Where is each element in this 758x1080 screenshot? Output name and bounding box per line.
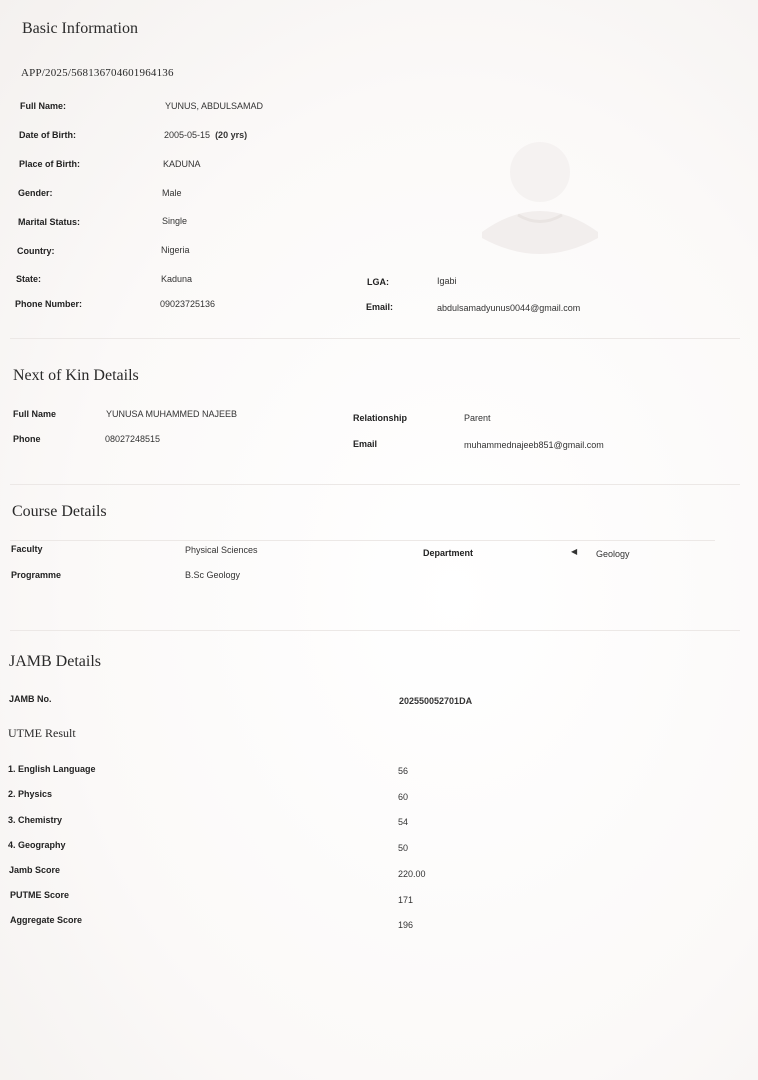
kin-relationship-value: Parent <box>464 413 491 423</box>
subject-physics-label: 2. Physics <box>8 789 53 799</box>
aggregate-score-label: Aggregate Score <box>10 915 83 925</box>
programme-label: Programme <box>11 570 62 580</box>
jamb-score-value: 220.00 <box>398 869 426 879</box>
kin-phone-label: Phone <box>13 434 41 444</box>
marital-status-value: Single <box>162 216 188 226</box>
full-name-label: Full Name: <box>20 101 67 111</box>
state-label: State: <box>16 274 42 284</box>
gender-value: Male <box>162 188 182 198</box>
putme-score-value: 171 <box>398 895 414 905</box>
jamb-score-label: Jamb Score <box>9 865 61 875</box>
subject-english-score: 56 <box>398 766 409 776</box>
subject-chemistry-label: 3. Chemistry <box>8 815 63 825</box>
kin-relationship-label: Relationship <box>353 413 408 423</box>
faculty-value: Physical Sciences <box>185 545 258 555</box>
utme-result-heading: UTME Result <box>8 726 76 740</box>
phone-number-value: 09023725136 <box>160 299 216 309</box>
kin-full-name-label: Full Name <box>13 409 57 419</box>
course-details-heading: Course Details <box>12 503 107 520</box>
country-label: Country: <box>17 246 55 256</box>
dob-date: 2005-05-15 <box>164 130 211 140</box>
basic-info-heading: Basic Information <box>22 20 138 37</box>
phone-number-label: Phone Number: <box>15 299 83 309</box>
table-rule <box>10 540 715 541</box>
section-divider <box>10 484 740 485</box>
kin-phone-value: 08027248515 <box>105 434 161 444</box>
lga-label: LGA: <box>367 277 389 287</box>
dob-age: (20 yrs) <box>215 130 248 140</box>
subject-physics-score: 60 <box>398 792 409 802</box>
dob-label: Date of Birth: <box>19 130 76 140</box>
lga-value: Igabi <box>437 276 457 286</box>
subject-english-label: 1. English Language <box>8 764 96 774</box>
department-value: Geology <box>596 549 630 559</box>
faculty-label: Faculty <box>11 544 43 554</box>
bullet-icon: ◀ <box>571 547 578 556</box>
department-label: Department <box>423 548 474 558</box>
gender-label: Gender: <box>18 188 53 198</box>
jamb-no-value: 202550052701DA <box>399 696 473 706</box>
jamb-no-label: JAMB No. <box>9 694 52 704</box>
aggregate-score-value: 196 <box>398 920 414 930</box>
full-name-value: YUNUS, ABDULSAMAD <box>165 101 264 111</box>
section-divider <box>10 338 740 339</box>
marital-status-label: Marital Status: <box>18 217 81 227</box>
section-divider <box>10 630 740 631</box>
subject-geography-score: 50 <box>398 843 409 853</box>
programme-value: B.Sc Geology <box>185 570 241 580</box>
kin-full-name-value: YUNUSA MUHAMMED NAJEEB <box>106 409 238 419</box>
kin-email-label: Email <box>353 439 378 449</box>
subject-geography-label: 4. Geography <box>8 840 66 850</box>
email-label: Email: <box>366 302 394 312</box>
subject-chemistry-score: 54 <box>398 817 409 827</box>
kin-email-value: muhammednajeeb851@gmail.com <box>464 440 604 450</box>
jamb-details-heading: JAMB Details <box>9 653 101 670</box>
avatar-placeholder-icon <box>478 120 602 268</box>
next-of-kin-heading: Next of Kin Details <box>13 367 139 384</box>
dob-value <box>164 130 247 140</box>
application-number: APP/2025/568136704601964136 <box>21 67 174 79</box>
email-value: abdulsamadyunus0044@gmail.com <box>437 303 581 313</box>
country-value: Nigeria <box>161 245 190 255</box>
place-of-birth-label: Place of Birth: <box>19 159 81 169</box>
putme-score-label: PUTME Score <box>10 890 70 900</box>
place-of-birth-value: KADUNA <box>163 159 201 169</box>
state-value: Kaduna <box>161 274 193 284</box>
